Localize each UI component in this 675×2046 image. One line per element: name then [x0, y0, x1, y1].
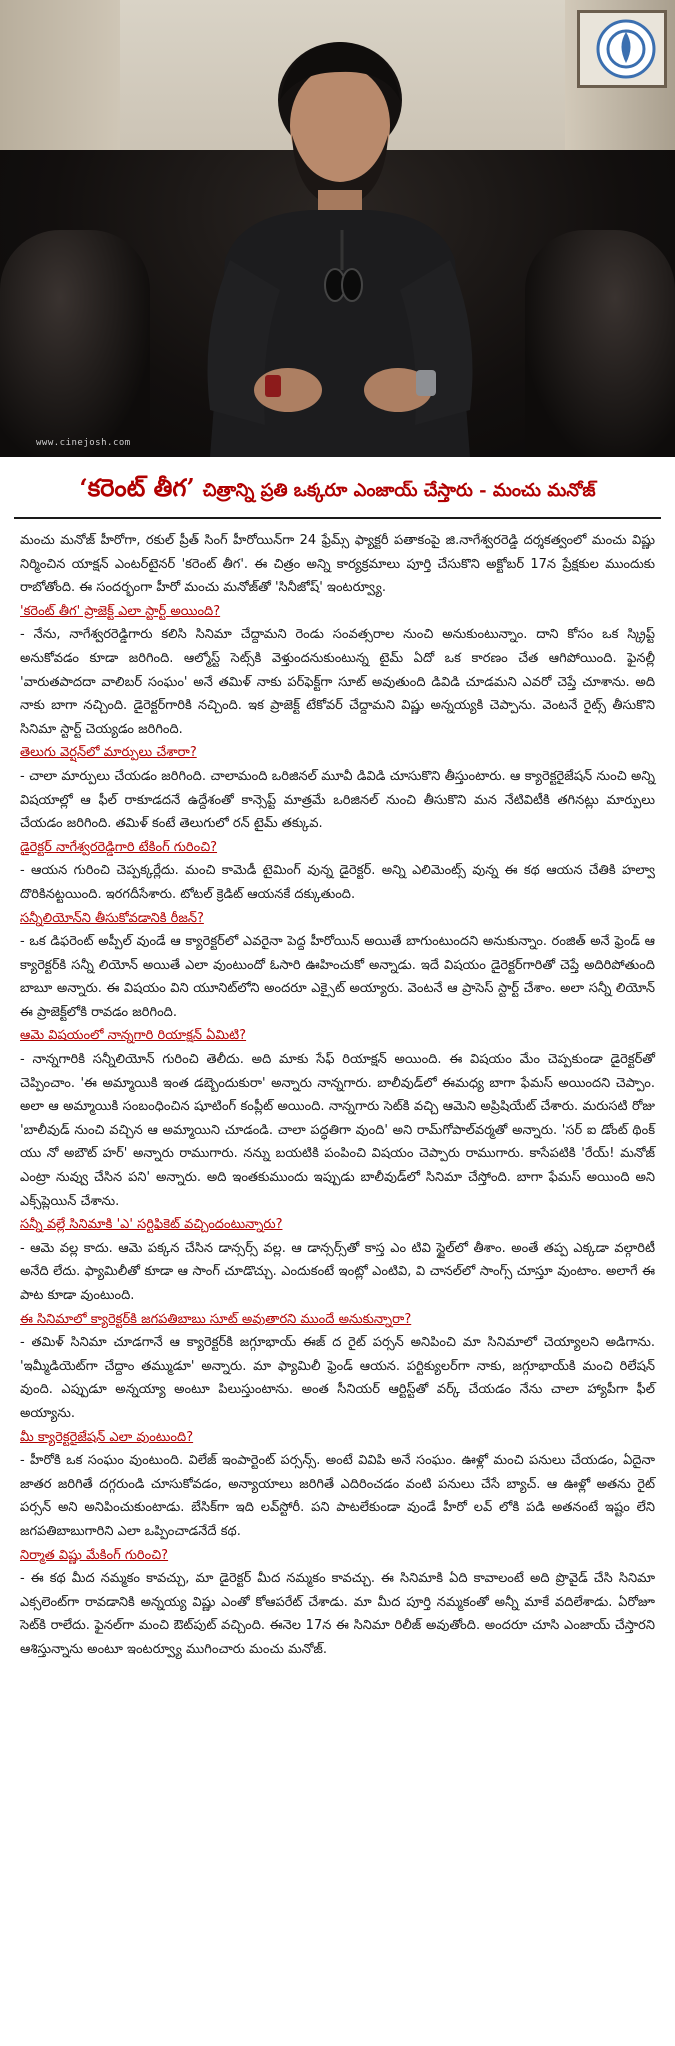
answer-7: - తమిళ్ సినిమా చూడగానే ఆ క్యారెక్టర్‌కి జగ్గూభాయ్ ఈజ్ ద రైట్ పర్సన్ అనిపించి మా సినిమాలో చెయ్యాలని అడిగాను. 'ఇమ్మీడియెట్‌గా చేద్దాం తమ్ముడూ' అన్నారు. మా ఫ్యామిలీ ఫ్రెండ్ ఆయన. పర్టిక్యులర్‌గా నాకు, జగ్గూభాయ్‌కి మంచి రిలేషన్ వుంది. ఎప్పుడూ అన్నయ్యా అంటూ పిలుస్తుంటాను. అంత సీనియర్ ఆర్టిస్ట్‌తో వర్క్ చేయడం నేను చాలా హ్యాపీగా ఫీల్ అయ్యాను. — [20, 1335, 655, 1421]
article-intro: మంచు మనోజ్ హీరోగా, రకుల్ ప్రీత్ సింగ్ హీరోయిన్‌గా 24 ఫ్రేమ్స్ ఫ్యాక్టరీ పతాకంపై జి.నాగేశ్వరరెడ్డి దర్శకత్వంలో మంచు విష్ణు నిర్మించిన యాక్షన్ ఎంటర్‌టైనర్ 'కరెంట్ తీగ'. ఈ చిత్రం అన్ని కార్యక్రమాలు పూర్తి చేసుకొని అక్టోబర్ 17న ప్రేక్షకుల ముందుకు రాబోతోంది. ఈ సందర్భంగా హీరో మంచు మనోజ్‌తో 'సినీజోష్' ఇంటర్వ్యూ. — [20, 533, 655, 596]
question-4: సన్నీలియోన్‌ని తీసుకోవడానికి రీజన్? — [20, 910, 204, 926]
headline-divider — [14, 517, 661, 519]
cinejosh-logo-icon — [595, 18, 657, 80]
answer-1: - నేను, నాగేశ్వరరెడ్డిగారు కలిసి సినిమా చేద్దామని రెండు సంవత్సరాల నుంచి అనుకుంటున్నాం. దాని కోసం ఒక స్క్రిప్ట్ అనుకోవడం కూడా జరిగింది. ఆల్మోస్ట్ సెట్స్‌కి వెళ్తుందనుకుంటున్న టైమ్‌ ఏదో ఒక కారణం చేత ఆగిపోయింది. ఫైనల్లీ 'వారుతపాదదా వాలిబర్ సంఘం' అనే తమిళ్ నాకు పర్‌ఫెక్ట్‌గా సూట్ అవుతుంది డివిడి చూడమని ఎవరో చెప్తే చూశాను. అది నాకు బాగా నచ్చింది. డైరెక్టర్‌గారికి నచ్చింది. ఇక ప్రాజెక్ట్ టేకోవర్ చేద్దామని విష్ణు అన్నయ్యకి చెప్పాను. వెంటనే రైట్స్ తీసుకొని సినిమా స్టార్ట్ చెయ్యడం జరిగింది. — [20, 627, 655, 737]
article-body — [20, 529, 655, 1662]
question-6: సన్నీ వల్లే సినిమాకి 'ఎ' సర్టిఫికెట్ వచ్చిందంటున్నారు? — [20, 1217, 283, 1233]
photo-watermark: www.cinejosh.com — [36, 438, 131, 448]
answer-6: - ఆమె వల్ల కాదు. ఆమె పక్కన చేసిన డాన్సర్స్ వల్ల. ఆ డాన్సర్స్‌తో కాస్త ఎం టివి స్టైల్‌లో తీశాం. అంతే తప్ప ఎక్కడా వల్గారిటీ అనేది లేదు. ఫ్యామిలీతో కూడా ఆ సాంగ్ చూడొచ్చు. ఎందుకంటే ఇంట్లో ఎంటివి, వి చానల్‌లో సాంగ్స్ చూస్తూ వుంటాం. అలాగే ఈ పాట కూడా వుంటుంది. — [20, 1240, 655, 1303]
headline-movie-title: ‘కరెంట్ తీగ’ — [79, 473, 195, 502]
answer-8: - హీరోకి ఒక సంఘం వుంటుంది. విలేజ్ ఇంపార్టెంట్ పర్సన్స్. అంటే వివిపి అనే సంఘం. ఊళ్లో మంచి పనులు చేయడం, ఏదైనా జాతర జరిగితే దగ్గరుండి చూసుకోవడం, అన్యాయాలు జరిగితే ఎదిరించడం వంటి పనులు చేసే బ్యాచ్. ఆ ఊళ్లో అతను రైట్ పర్సన్ అని అనిపించుకుంటాడు. బేసిక్‌గా ఇది లవ్‌స్టోరీ. పని పాటలేకుండా వుండే హీరో లవ్ లోకి పడి అతనంటే ఇష్టం లేని జగపతిబాబుగారిని ఎలా ఒప్పించాడనేదే కథ. — [20, 1453, 655, 1539]
question-5: ఆమె విషయంలో నాన్నగారి రియాక్షన్ ఏమిటి? — [20, 1028, 247, 1044]
headline-subtitle: చిత్రాన్ని ప్రతి ఒక్కరూ ఎంజాయ్ చేస్తారు - మంచు మనోజ్ — [202, 480, 596, 501]
answer-2: - చాలా మార్పులు చేయడం జరిగింది. చాలామంది ఒరిజినల్ మూవీ డివిడి చూసుకొని తీస్తుంటారు. ఆ క్యారెక్టరైజేషన్ నుంచి అన్ని విషయాల్లో ఆ ఫీల్ రాకూడదనే ఉద్దేశంతో కాన్సెప్ట్ మాత్రమే ఒరిజినల్ నుంచి తీసుకొని మన నేటివిటీకి తగినట్లు మార్పులు చేయడం జరిగింది. తమిళ్ కంటే తెలుగులో రన్ టైమ్ తక్కువ. — [20, 768, 655, 832]
question-7: ఈ సినిమాలో క్యారెక్టర్‌కి జగపతిబాబు సూట్ అవుతారని ముందే అనుకున్నారా? — [20, 1311, 412, 1327]
question-2: తెలుగు వెర్షన్‌లో మార్పులు చేశారా? — [20, 745, 197, 761]
photo-sofa-arm-right — [525, 230, 675, 457]
article-headline — [14, 465, 661, 511]
answer-9: - ఈ కథ మీద నమ్మకం కావచ్చు, మా డైరెక్టర్ మీద నమ్మకం కావచ్చు. ఈ సినిమాకి ఏది కావాలంటే అది ప్రొవైడ్ చేసి సినిమా ఎక్సలెంట్‌గా రావడానికి అన్నయ్య విష్ణు ఎంతో కోఆపరేట్ చేశాడు. మా మీద పూర్తి నమ్మకంతో అన్నీ మాకే వదిలేశాడు. ఏరోజూ సెట్‌కి రాలేదు. ఫైనల్‌గా మంచి ఔట్‌పుట్ వచ్చింది. ఈనెల 17న ఈ సినిమా రిలీజ్ అవుతోంది. అందరూ చూసి ఎంజాయ్ చేస్తారని ఆశిస్తున్నాను అంటూ ఇంటర్వ్యూ ముగించారు మంచు మనోజ్. — [20, 1571, 655, 1657]
photo-person-silhouette — [170, 30, 510, 457]
photo-sofa-arm-left — [0, 230, 150, 457]
question-3: డైరెక్టర్ నాగేశ్వరరెడ్డిగారి టేకింగ్ గురించి? — [20, 839, 218, 855]
hero-photo — [0, 0, 675, 457]
answer-4: - ఒక డిఫరెంట్ అప్పీల్ వుండే ఆ క్యారెక్టర్‌లో ఎవరైనా పెద్ద హీరోయిన్ అయితే బాగుంటుందని అనుకున్నాం. రంజిత్ అనే ఫ్రెండ్ ఆ క్యారెక్టర్‌కి సన్నీ లియోన్ అయితే ఎలా వుంటుందో ఓసారి ఊహించుకో అన్నాడు. ఇదే విషయం డైరెక్టర్‌గారితో చెప్తే అదిరిపోతుంది బాబూ అన్నారు. ఈ విషయం విని యూనిట్‌లోని అందరూ ఎక్సైట్ అయ్యారు. వెంటనే ఆ ప్రాసెస్ స్టార్ట్ చేశాం. అలా సన్నీ లియోన్ ఈ ప్రాజెక్ట్‌లోకి రావడం జరిగింది. — [20, 934, 655, 1020]
answer-3: - ఆయన గురించి చెప్పక్కర్లేదు. మంచి కామెడీ టైమింగ్ వున్న డైరెక్టర్. అన్ని ఎలిమెంట్స్ వున్న ఈ కథ ఆయన చేతికి హల్వా దొరికినట్టయింది. ఇరగదీసేశారు. టోటల్ క్రెడిట్ ఆయనకే దక్కుతుంది. — [20, 863, 655, 902]
answer-5: - నాన్నగారికి సన్నీలియోన్ గురించి తెలీదు. అది మాకు సేఫ్ రియాక్షన్ అయింది. ఈ విషయం మేం చెప్పకుండా డైరెక్టర్‌తో చెప్పించాం. 'ఈ అమ్మాయికి ఇంత డబ్బెందుకురా' అన్నారు నాన్నగారు. బాలీవుడ్‌లో ఈమధ్య బాగా ఫేమస్ అయిందని చెప్పాం. అలా ఆ అమ్మాయికి సంబంధించిన షూటింగ్ కంప్లీట్ అయింది. నాన్నగారు సెట్‌కి వచ్చి ఆమెని అప్రిషియేట్ చేశారు. మరుసటి రోజు 'బాలీవుడ్ నుంచి వచ్చిన ఆ అమ్మాయిని చూడండి. చాలా పద్ధతిగా వుంది' అని రామ్‌గోపాల్‌వర్మతో అన్నారు. 'సర్ ఐ డోంట్ థింక్ యు నో అబౌట్ హర్' అన్నారు రాముగారు. నన్ను బయటికి పంపించి విషయం చెప్పారు రాముగారు. కాసేపటికి 'రేయ్! మనోజ్ ఎంట్రా నువ్వు చేసిన పని' అన్నారు. అది ఇంతకుముందు ఇప్పుడు బాలీవుడ్‌లో సినిమా చేస్తోంది. బాగా ఫేమస్ అయింది అని ఎక్స్‌ప్లెయిన్ చేశాను. — [20, 1052, 655, 1209]
question-8: మీ క్యారెక్టరైజేషన్ ఎలా వుంటుంది? — [20, 1429, 194, 1445]
question-9: నిర్మాత విష్ణు మేకింగ్ గురించి? — [20, 1547, 169, 1563]
question-1: 'కరెంట్ తీగ' ప్రాజెక్ట్ ఎలా స్టార్ట్ అయింది? — [20, 603, 221, 619]
